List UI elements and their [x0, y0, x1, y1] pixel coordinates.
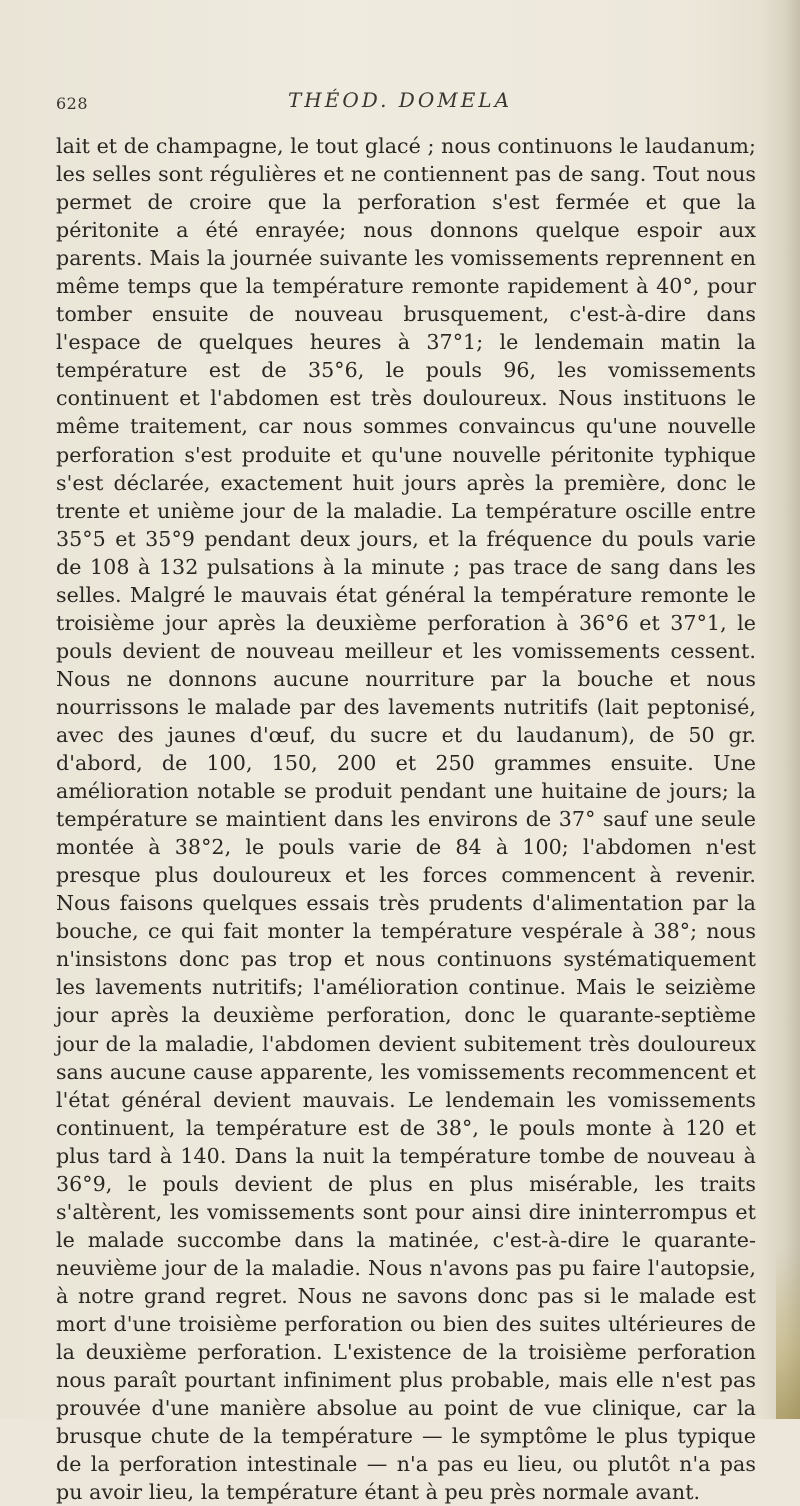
running-title: THÉOD. DOMELA	[287, 88, 513, 112]
page-number: 628	[56, 94, 89, 113]
page-edge-shadow	[762, 0, 800, 1419]
body-paragraph: lait et de champagne, le tout glacé ; nous continuons le laudanum; les selles sont régulières et ne contiennent pas de sang. Tout nous permet de croire que la perforation s'est fermée et que la péritonite a été enrayée; nous donnons quelque espoir aux parents. Mais la journée suivante les vomissements reprennent en même temps que la température remonte rapidement à 40°, pour tomber ensuite de nouveau brusquement, c'est-à-dire dans l'espace de quelques heures à 37°1; le lendemain matin la température est de 35°6, le pouls 96, les vomissements continuent et l'abdomen est très douloureux. Nous instituons le même traitement, car nous sommes convaincus qu'une nouvelle perforation s'est produite et qu'une nouvelle péritonite typhique s'est déclarée, exactement huit jours après la première, donc le trente et unième jour de la maladie. La température oscille entre 35°5 et 35°9 pendant deux jours, et la fréquence du pouls varie de 108 à 132 pulsations à la minute ; pas trace de sang dans les selles. Malgré le mauvais état général la température remonte le troisième jour après la deuxième perforation à 36°6 et 37°1, le pouls devient de nouveau meilleur et les vomissements cessent. Nous ne donnons aucune nourriture par la bouche et nous nourrissons le malade par des lavements nutritifs (lait peptonisé, avec des jaunes d'œuf, du sucre et du laudanum), de 50 gr. d'abord, de 100, 150, 200 et 250 grammes ensuite. Une amélioration notable se produit pendant une huitaine de jours; la température se maintient dans les environs de 37° sauf une seule montée à 38°2, le pouls varie de 84 à 100; l'abdomen n'est presque plus douloureux et les forces commencent à revenir. Nous faisons quelques essais très prudents d'alimentation par la bouche, ce qui fait monter la température vespérale à 38°; nous n'insistons donc pas trop et nous continuons systématiquement les lavements nutritifs; l'amélioration continue. Mais le seizième jour après la deuxième perforation, donc le quarante-septième jour de la maladie, l'abdomen devient subitement très douloureux sans aucune cause apparente, les vomissements recommencent et l'état général devient mauvais. Le lendemain les vomissements continuent, la température est de 38°, le pouls monte à 120 et plus tard à 140. Dans la nuit la température tombe de nouveau à 36°9, le pouls devient de plus en plus misérable, les traits s'altèrent, les vomissements sont pour ainsi dire ininterrompus et le malade succombe dans la matinée, c'est-à-dire le quarante-neuvième jour de la maladie. Nous n'avons pas pu faire l'autopsie, à notre grand regret. Nous ne savons donc pas si le malade est mort d'une troisième perforation ou bien des suites ultérieures de la deuxième perforation. L'existence de la troisième perforation nous paraît pourtant infiniment plus probable, mais elle n'est pas prouvée d'une manière absolue au point de vue clinique, car la brusque chute de la température — le symptôme le plus typique de la perforation intestinale — n'a pas eu lieu, ou plutôt n'a pas pu avoir lieu, la température étant à peu près normale avant.	[56, 134, 756, 1505]
page-edge-stain	[776, 1250, 800, 1419]
